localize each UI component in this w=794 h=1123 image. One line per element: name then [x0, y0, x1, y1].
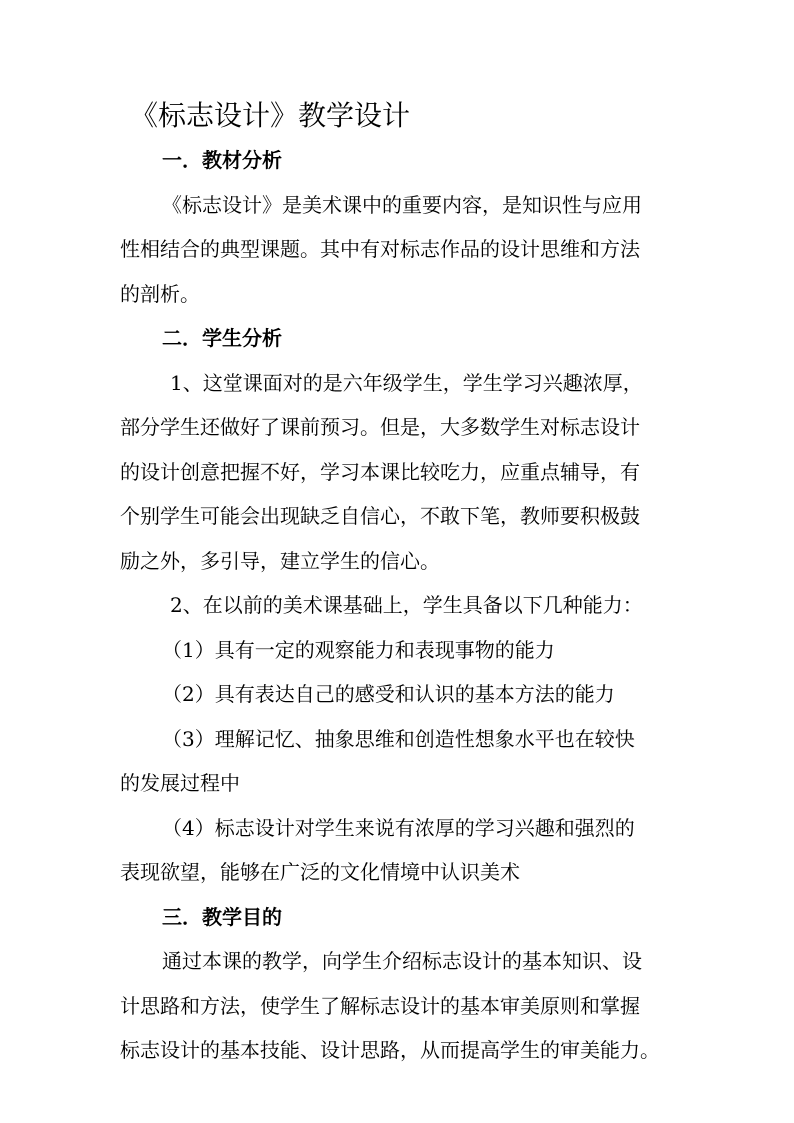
paragraph-line: 通过本课的教学，向学生介绍标志设计的基本知识、设: [162, 949, 642, 973]
paragraph-line: 部分学生还做好了课前预习。但是，大多数学生对标志设计: [120, 415, 640, 439]
paragraph-line: 2、在以前的美术课基础上，学生具备以下几种能力：: [170, 593, 643, 617]
list-item: （2）具有表达自己的感受和认识的基本方法的能力: [162, 682, 615, 706]
paragraph-line: 《标志设计》是美术课中的重要内容，是知识性与应用: [162, 192, 642, 217]
list-item-continuation: 的发展过程中: [120, 771, 240, 795]
list-item-continuation: 表现欲望，能够在广泛的文化情境中认识美术: [120, 860, 520, 884]
paragraph-line: 个别学生可能会出现缺乏自信心，不敢下笔，教师要积极鼓: [120, 504, 640, 528]
paragraph-line: 性相结合的典型课题。其中有对标志作品的设计思维和方法: [120, 237, 640, 261]
list-item: （3）理解记忆、抽象思维和创造性想象水平也在较快: [162, 726, 635, 751]
paragraph-line: 标志设计的基本技能、设计思路，从而提高学生的审美能力。: [120, 1038, 660, 1062]
paragraph-line: 的设计创意把握不好，学习本课比较吃力，应重点辅导，有: [120, 459, 640, 484]
list-item: （4）标志设计对学生来说有浓厚的学习兴趣和强烈的: [162, 815, 635, 840]
document-body: [120, 138, 680, 1073]
section-heading-teaching-objectives: 三．教学目的: [162, 904, 282, 929]
section-heading-textbook-analysis: 一．教材分析: [162, 148, 282, 172]
section-heading-student-analysis: 二．学生分析: [162, 326, 282, 350]
paragraph-line: 的剖析。: [120, 281, 200, 306]
paragraph-line: 计思路和方法，使学生了解标志设计的基本审美原则和掌握: [120, 993, 640, 1018]
list-item: （1）具有一定的观察能力和表现事物的能力: [162, 637, 555, 662]
paragraph-line: 励之外，多引导，建立学生的信心。: [120, 548, 440, 573]
document-title: 《标志设计》教学设计: [130, 99, 411, 132]
paragraph-line: 1、这堂课面对的是六年级学生，学生学习兴趣浓厚，: [170, 370, 643, 395]
